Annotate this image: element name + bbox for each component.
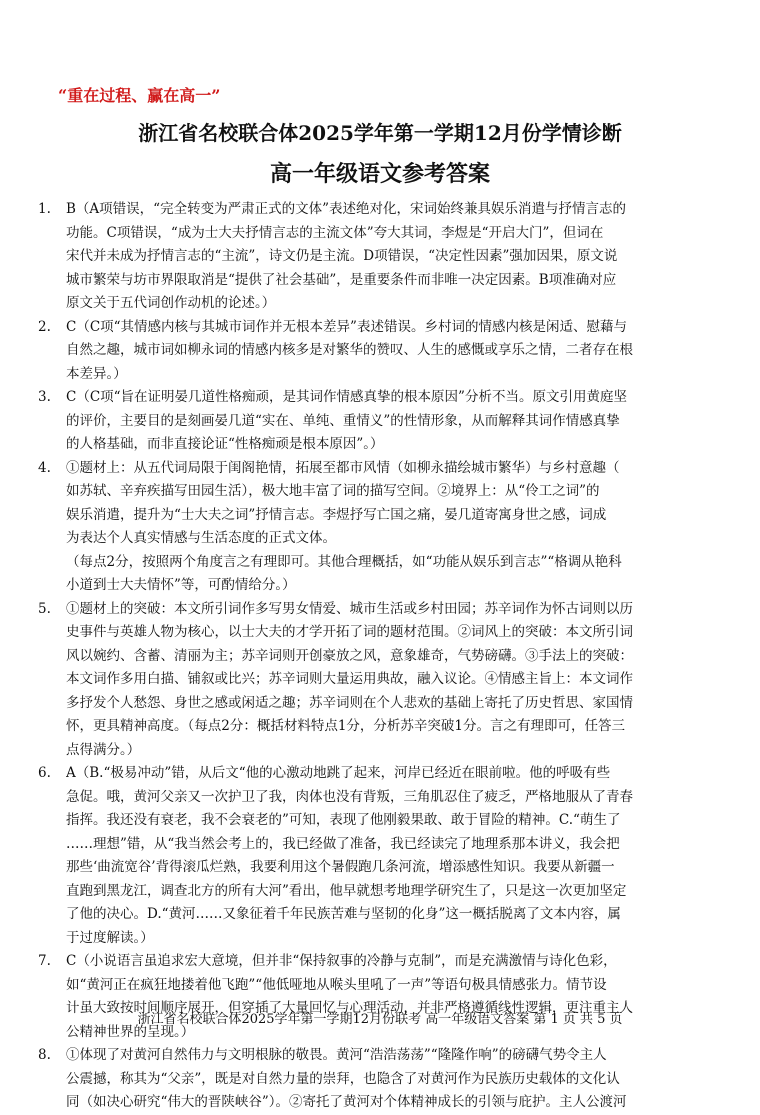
- answer-line: 计虽大致按时间顺序展开，但穿插了大量回忆与心理活动，并非严格遵循线性逻辑，更注重主人: [66, 1000, 633, 1016]
- answer-item: [38, 762, 722, 950]
- answer-line: 公精神世界的呈现。）: [66, 1023, 195, 1040]
- answer-item: [38, 950, 722, 1044]
- slogan: “重在过程、赢在高一”: [58, 86, 221, 105]
- answer-line: 自然之趣，城市词如柳永词的情感内核多是对繁华的赞叹、人生的感慨或享乐之情，二者存在根: [66, 342, 633, 358]
- answer-line: 了他的决心。D.“黄河……又象征着千年民族苦难与坚韧的化身”这一概括脱离了文本内容，属: [66, 906, 621, 922]
- answer-line: 于过度解读。）: [66, 929, 154, 946]
- answer-line: 功能。C项错误，“成为士大夫抒情言志的主流文体”夸大其词，李煜是“开启大门”，但词在: [66, 224, 604, 241]
- answer-line: B（A项错误，“完全转变为严肃正式的文体”表述绝对化，宋词始终兼具娱乐消遣与抒情言志的: [66, 201, 626, 217]
- answer-text: [66, 316, 722, 387]
- answer-line: 史事件与英雄人物为核心，以士大夫的才学开拓了词的题材范围。②词风上的突破：本文所引词: [66, 624, 633, 640]
- answer-number: 2.: [38, 318, 51, 335]
- answer-line: 娱乐消遣，提升为“士大夫之词”抒情言志。李煜抒写亡国之痛，晏几道寄寓身世之感，词成: [66, 506, 607, 523]
- page-title: 浙江省名校联合体2025学年第一学期12月份学情诊断: [138, 121, 622, 145]
- answer-number: 3.: [38, 389, 51, 405]
- answer-line: 城市繁荣与坊市界限取消是“提供了社会基础”，是重要条件而非唯一决定因素。B项准确对应: [66, 271, 617, 288]
- answer-number: 1.: [38, 201, 51, 217]
- answer-text: [66, 762, 722, 950]
- page-footer: 浙江省名校联合体2025学年第一学期12月份联考 高一年级语文答案 第 1 页 共 5 页: [137, 1012, 623, 1027]
- answer-number: 8.: [38, 1047, 51, 1063]
- answer-line: 多抒发个人愁怨、身世之感或闲适之趣；苏辛词则在个人悲欢的基础上寄托了历史哲思、家国情: [66, 694, 633, 711]
- answer-text: [66, 950, 722, 1044]
- answer-line: 本文词作多用白描、铺叙或比兴；苏辛词则大量运用典故，融入议论。④情感主旨上：本文词作: [66, 671, 633, 687]
- answer-line: 那些‘曲流宽谷’背得滚瓜烂熟，我要利用这个暑假跑几条河流，增添感性知识。我要从新疆一: [66, 859, 615, 875]
- answer-line: 同（如决心研究“伟大的晋陕峡谷”）。②寄托了黄河对个体精神成长的引领与庇护。主人公渡河: [66, 1094, 627, 1110]
- answer-line: （每点2分，按照两个角度言之有理即可。其他合理概括，如“功能从娱乐到言志”“格调从艳科: [66, 553, 622, 570]
- answer-line: ……理想”错，从“我当然会考上的，我已经做了准备，我已经读完了地理系那本讲义，我会把: [66, 835, 620, 852]
- answer-line: 小道到士大夫情怀”等，可酌情给分。）: [66, 577, 296, 593]
- answer-line: 点得满分。）: [66, 741, 141, 758]
- answer-line: 如苏轼、辛弃疾描写田园生活），极大地丰富了词的描写空间。②境界上：从“伶工之词”的: [66, 483, 600, 499]
- answer-line: 如“黄河正在疯狂地搂着他飞跑”“他低哑地从喉头里吼了一声”等语句极具情感张力。情节设: [66, 976, 607, 993]
- answer-item: [38, 198, 722, 316]
- answer-number: 6.: [38, 765, 51, 781]
- answer-line: 原文关于五代词创作动机的论述。）: [66, 295, 276, 311]
- answer-line: 宋代并未成为抒情言志的“主流”，诗文仍是主流。D项错误，“决定性因素”强加因果，原文说: [66, 248, 618, 264]
- answer-line: 的评价，主要目的是刻画晏几道“实在、单纯、重情义”的性情形象，从而解释其词作情感真挚: [66, 412, 620, 429]
- answer-text: [66, 598, 722, 763]
- answer-line: 风以婉约、含蓄、清丽为主；苏辛词则开创豪放之风，意象雄奇，气势磅礴。③手法上的突破：: [66, 647, 633, 664]
- answer-line: 的人格基础，而非直接论证“性格痴顽是根本原因”。）: [66, 436, 384, 452]
- answer-line: ①题材上的突破：本文所引词作多写男女情爱、城市生活或乡村田园；苏辛词作为怀古词则以历: [66, 600, 633, 617]
- answer-line: 直跑到黑龙江，调查北方的所有大河”看出，他早就想考地理学研究生了，只是这一次更加坚定: [66, 882, 627, 899]
- answer-line: C（小说语言虽追求宏大意境，但并非“保持叙事的冷静与克制”，而是充满激情与诗化色彩，: [66, 953, 617, 969]
- answer-line: C（C项“其情感内核与其城市词作并无根本差异”表述错误。乡村词的情感内核是闲适、慰藉与: [66, 318, 627, 335]
- answer-line: A（B.“极易冲动”错，从后文“他的心激动地跳了起来，河岸已经近在眼前啦。他的呼吸有些: [66, 765, 611, 781]
- answer-number: 4.: [38, 459, 51, 476]
- answer-list: [38, 198, 722, 1115]
- answer-line: C（C项“旨在证明晏几道性格痴顽，是其词作情感真挚的根本原因”分析不当。原文引用黄庭坚: [66, 389, 627, 405]
- answer-text: [66, 386, 722, 457]
- answer-item: [38, 1044, 722, 1115]
- answer-line: 为表达个人真实情感与生活态度的正式文体。: [66, 530, 336, 546]
- answer-item: [38, 457, 722, 598]
- answer-line: ①题材上：从五代词局限于闺阁艳情，拓展至都市风情（如柳永描绘城市繁华）与乡村意趣（: [66, 459, 620, 476]
- answer-number: 7.: [38, 953, 51, 969]
- answer-number: 5.: [38, 600, 51, 617]
- answer-text: [66, 1044, 722, 1115]
- answer-item: [38, 386, 722, 457]
- answer-line: 本差异。）: [66, 365, 127, 382]
- answer-item: [38, 598, 722, 763]
- answer-line: 急促。哦，黄河父亲又一次护卫了我，肉体也没有背叛，三角肌忍住了疲乏，严格地服从了青春: [66, 788, 633, 805]
- answer-line: 怀，更具精神高度。（每点2分：概括材料特点1分，分析苏辛突破1分。言之有理即可，任答三: [66, 718, 626, 734]
- answer-line: 公震撼，称其为“父亲”，既是对自然力量的崇拜，也隐含了对黄河作为民族历史载体的文化认: [66, 1070, 620, 1087]
- answer-line: 指挥。我还没有衰老，我不会衰老的”可知，表现了他刚毅果敢、敢于冒险的精神。C.“萌生了: [66, 812, 621, 828]
- answer-text: [66, 198, 722, 316]
- answer-line: ①体现了对黄河自然伟力与文明根脉的敬畏。黄河“浩浩荡荡”“隆隆作响”的磅礴气势令主人: [66, 1047, 607, 1063]
- page-subtitle: 高一年级语文参考答案: [269, 161, 490, 187]
- answer-text: [66, 457, 722, 598]
- answer-item: [38, 316, 722, 387]
